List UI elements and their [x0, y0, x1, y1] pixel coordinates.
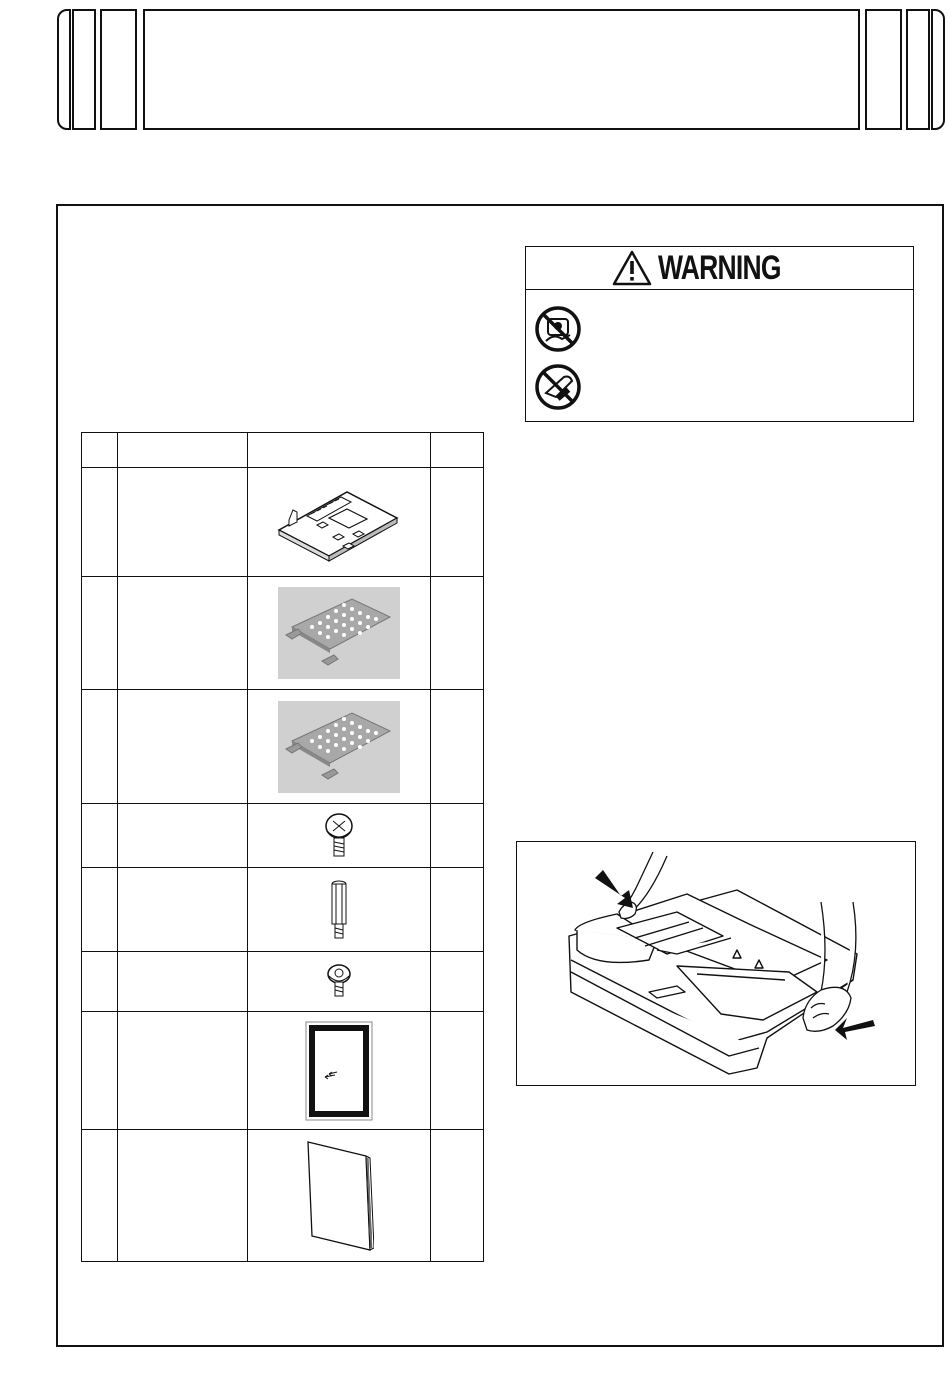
row-no — [82, 804, 118, 868]
parts-table — [81, 432, 484, 1262]
adf-figure — [516, 841, 916, 1086]
row-name — [118, 1012, 248, 1130]
booklet-icon — [304, 1140, 374, 1252]
table-row — [82, 468, 484, 577]
row-name — [118, 468, 248, 577]
row-no — [82, 690, 118, 804]
banner-tab-left-outer — [57, 9, 71, 130]
row-name — [118, 952, 248, 1012]
row-qty — [430, 468, 483, 577]
table-row — [82, 868, 484, 952]
banner-tab-right-outer — [931, 9, 945, 130]
perforated-plate-icon — [278, 587, 400, 679]
row-name — [118, 690, 248, 804]
label-sheet-icon — [305, 1021, 373, 1121]
table-row — [82, 690, 484, 804]
row-name — [118, 868, 248, 952]
warning-box — [525, 246, 914, 422]
screw-icon — [319, 811, 359, 861]
perforated-plate-icon — [278, 701, 400, 793]
row-no — [82, 577, 118, 690]
row-no — [82, 1130, 118, 1262]
banner-tab-right-middle — [906, 9, 930, 130]
banner-title-box — [143, 9, 860, 130]
column-header-name — [118, 433, 248, 468]
no-tool-icon — [534, 363, 582, 411]
table-row — [82, 1130, 484, 1262]
column-header-no — [82, 433, 118, 468]
row-qty — [430, 577, 483, 690]
row-qty — [430, 952, 483, 1012]
row-name — [118, 1130, 248, 1262]
adf-lift-illustration — [517, 842, 915, 1085]
row-no — [82, 1012, 118, 1130]
row-no — [82, 952, 118, 1012]
row-qty — [430, 804, 483, 868]
table-row — [82, 804, 484, 868]
row-qty — [430, 1012, 483, 1130]
warning-triangle-icon — [612, 250, 652, 286]
column-header-shape — [248, 433, 430, 468]
row-qty — [430, 868, 483, 952]
table-row — [82, 1012, 484, 1130]
table-row — [82, 577, 484, 690]
table-row — [82, 952, 484, 1012]
row-name — [118, 804, 248, 868]
banner-tab-left-middle — [72, 9, 96, 130]
warning-title: WARNING — [657, 248, 781, 287]
standoff-spacer-icon — [327, 878, 351, 942]
table-header-row — [82, 433, 484, 468]
row-name — [118, 577, 248, 690]
row-no — [82, 468, 118, 577]
banner-tab-left-inner — [100, 9, 137, 130]
no-disassembly-icon — [534, 305, 582, 353]
header-banner — [55, 6, 945, 132]
banner-tab-right-inner — [865, 9, 902, 130]
row-no — [82, 868, 118, 952]
column-header-qty — [430, 433, 483, 468]
row-qty — [430, 690, 483, 804]
row-qty — [430, 1130, 483, 1262]
screw-small-icon — [324, 962, 354, 1002]
warning-header — [526, 247, 913, 290]
control-board-icon — [269, 482, 409, 562]
